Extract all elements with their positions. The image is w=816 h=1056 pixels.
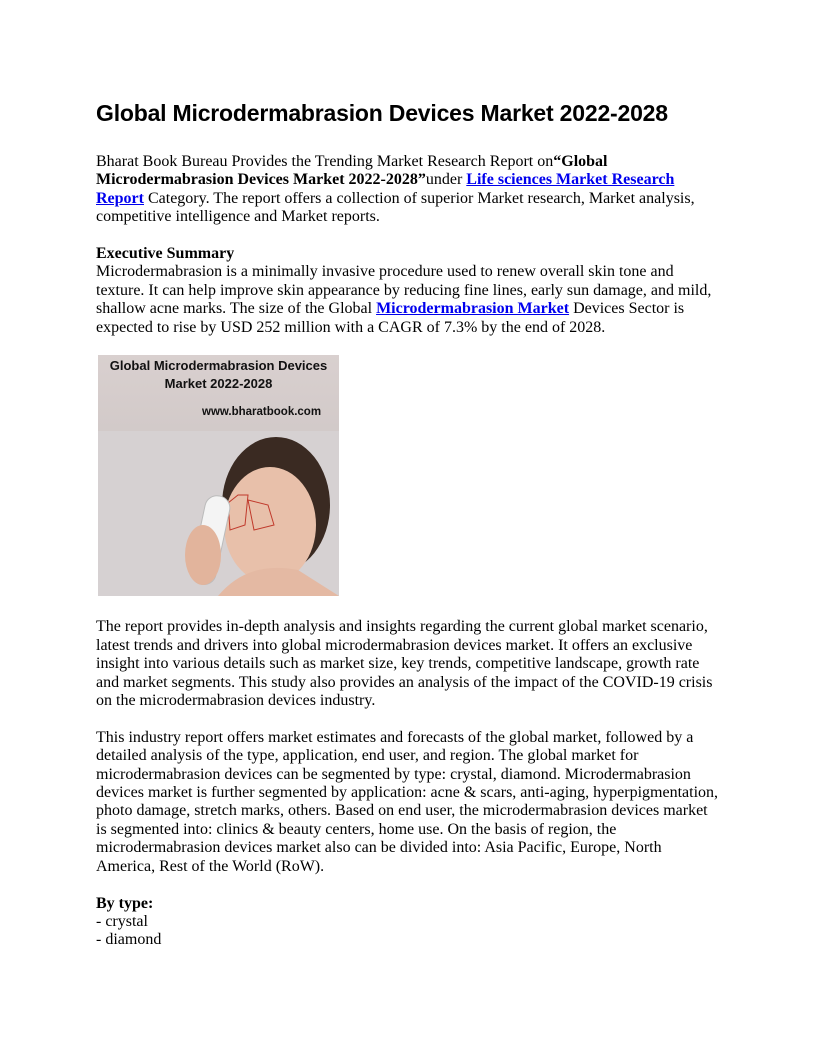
cover-url: www.bharatbook.com: [202, 406, 322, 419]
by-type-heading: By type:: [96, 894, 154, 912]
intro-text: Bharat Book Bureau Provides the Trending Market Research Report on: [96, 153, 554, 170]
executive-summary: [96, 245, 722, 337]
microdermabrasion-market-link[interactable]: Microdermabrasion Market: [376, 300, 570, 318]
segmentation-paragraph: This industry report offers market estimates and forecasts of the global market, followed by a detailed analysis of the type, application, end user, and region. The global market for microdermabrasion devices can be segmented by type: crystal, diamond. Microdermabrasion devices market is further segmented by application: acne & scars, anti-aging, hyperpigmentation, photo damage, stretch marks, others. Based on end user, the microdermabrasion devices market is segmented into: clinics & beauty centers, home use. On the basis of region, the microdermabrasion devices market also can be divided into: Asia Pacific, Europe, North America, Rest of the World (RoW).: [96, 728, 719, 875]
by-type-section: [96, 895, 722, 950]
list-item: - diamond: [96, 931, 162, 949]
cover-title: Global Microdermabrasion Devices Market 2022-2028: [109, 358, 328, 392]
woman-with-device-illustration: [98, 355, 339, 596]
intro-paragraph: [96, 153, 722, 227]
report-name: “Global Microdermabrasion Devices Market 2022-2028”: [96, 153, 608, 189]
summary-text: Devices Sector is expected to rise by USD 252 million with a CAGR of 7.3% by the end of 2028.: [96, 300, 685, 336]
report-cover-image: [98, 355, 339, 596]
document-body: [96, 153, 722, 950]
list-item: - crystal: [96, 912, 148, 930]
summary-text: Microdermabrasion is a minimally invasive procedure used to renew overall skin tone and texture. It can help improve skin appearance by reducing fine lines, early sun damage, and mild, shallow acne marks. The size of the Global: [96, 263, 712, 318]
intro-text: under: [425, 171, 467, 189]
analysis-paragraph: The report provides in-depth analysis and insights regarding the current global market scenario, latest trends and drivers into global microdermabrasion devices market. It offers an exclusive insight into various details such as market size, key trends, competitive landscape, growth rate and market segments. This study also provides an analysis of the impact of the COVID-19 crisis on the microdermabrasion devices industry.: [96, 618, 713, 710]
page-title: Global Microdermabrasion Devices Market 2022-2028: [96, 100, 668, 126]
executive-summary-heading: Executive Summary: [96, 245, 235, 263]
life-sciences-link[interactable]: Life sciences Market Research Report: [96, 171, 675, 207]
intro-text: Category. The report offers a collection of superior Market research, Market analysis, competitive intelligence and Market reports.: [96, 189, 695, 226]
